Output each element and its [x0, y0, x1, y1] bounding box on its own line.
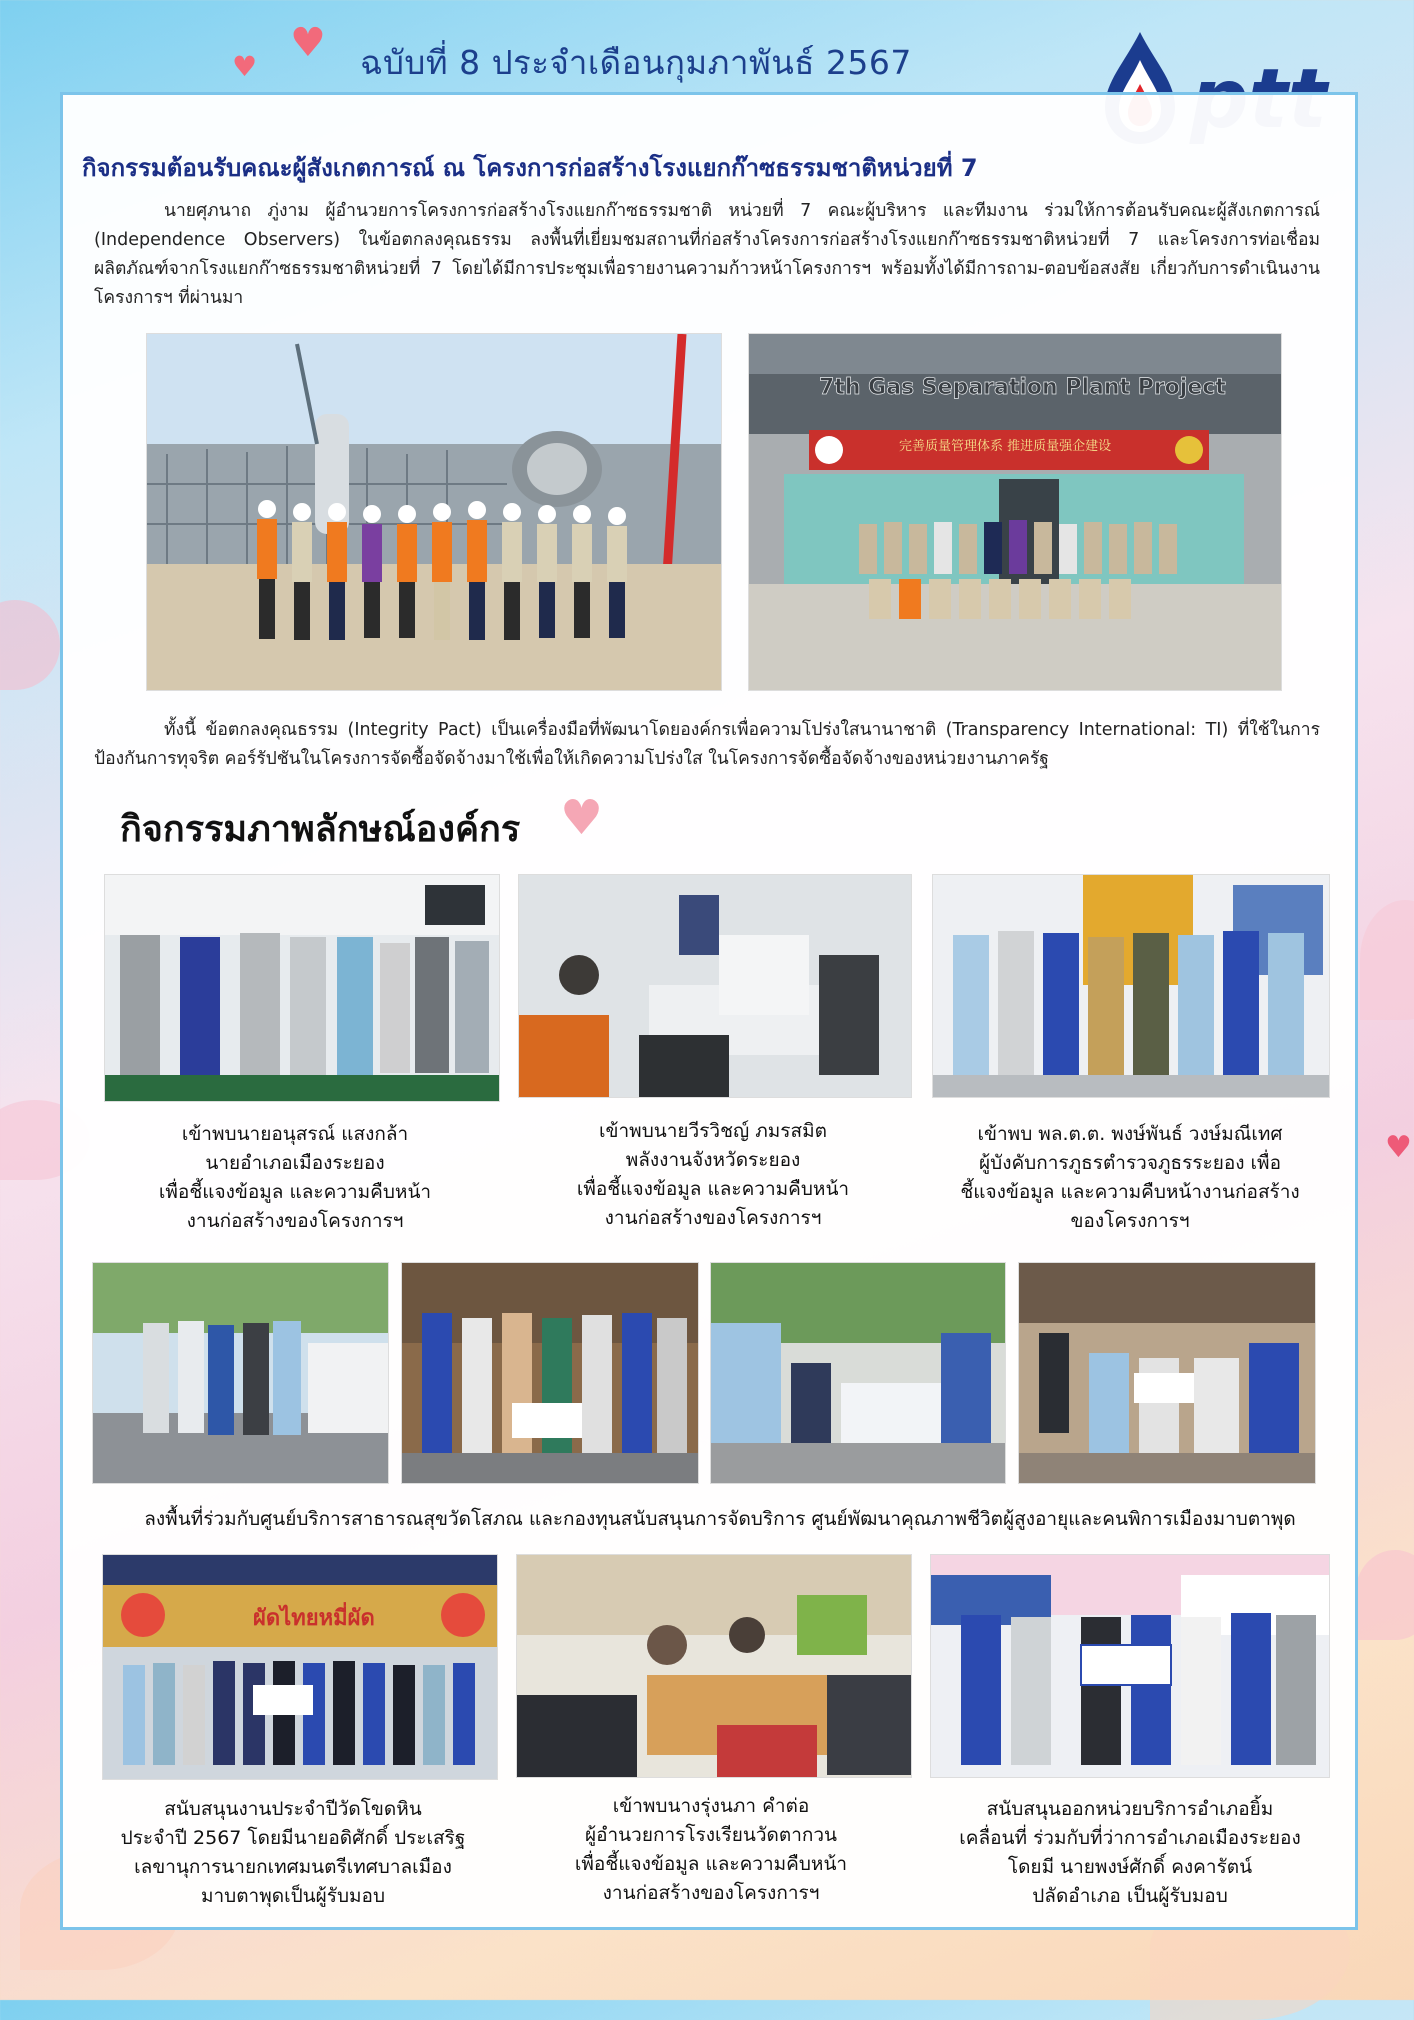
field-visit-photo-4	[1018, 1262, 1316, 1484]
meeting-photo-energy-office	[518, 874, 912, 1098]
caption-line: สนับสนุนออกหน่วยบริการอำเภอยิ้ม	[986, 1798, 1274, 1820]
decor-petal	[1355, 1550, 1414, 1640]
integrity-pact-text: ทั้งนี้ ข้อตกลงคุณธรรม (Integrity Pact) เป็นเครื่องมือที่พัฒนาโดยองค์กรเพื่อความโปร่งใสนานาชาติ (Transparency International: TI) ที่ใช้ในการป้องกันการทุจริต คอร์รัปชันในโครงการจัดซื้อจัดจ้างมาใช้เพื่อให้เกิดความโปร่งใส ในโครงการจัดซื้อจัดจ้างของหน่วยงานภาครัฐ	[94, 720, 1320, 769]
temple-fair-photo	[102, 1554, 498, 1780]
meeting-photo-police-chief	[932, 874, 1330, 1098]
section1-title: กิจกรรมต้อนรับคณะผู้สังเกตการณ์ ณ โครงการก่อสร้างโรงแยกก๊าซธรรมชาติหน่วยที่ 7	[82, 154, 978, 182]
caption-line: เพื่อชี้แจงข้อมูล และความคืบหน้า	[574, 1853, 848, 1875]
project-office-photo	[748, 333, 1282, 691]
caption-line: พลังงานจังหวัดระยอง	[625, 1149, 801, 1171]
construction-site-photo	[146, 333, 722, 691]
heart-icon: ♥	[1385, 1130, 1412, 1165]
meeting-photo-district-chief	[104, 874, 500, 1102]
caption-line: ผู้บังคับการภูธรตำรวจภูธรระยอง เพื่อ	[979, 1152, 1281, 1174]
banner-chinese-text: 完善质量管理体系 推进质量强企建设	[899, 439, 1112, 454]
heart-icon: ♥	[290, 20, 326, 66]
caption-line: งานก่อสร้างของโครงการฯ	[602, 1882, 820, 1904]
caption-police-chief	[935, 1120, 1325, 1236]
project-sign-text: 7th Gas Separation Plant Project	[819, 375, 1226, 400]
caption-line: เข้าพบนางรุ่งนภา คำต่อ	[612, 1795, 810, 1817]
caption-line: ผู้อำนวยการโรงเรียนวัดตากวน	[584, 1824, 838, 1846]
decor-petal	[1360, 900, 1414, 1020]
school-meeting-photo	[516, 1554, 912, 1778]
food-stall-banner-text: ผัดไทยหมี่ผัด	[253, 1606, 375, 1631]
field-visit-photo-1	[92, 1262, 389, 1484]
caption-field-visit: ลงพื้นที่ร่วมกับศูนย์บริการสาธารณสุขวัดโสภณ และกองทุนสนับสนุนการจัดบริการ ศูนย์พัฒนาคุณภาพชีวิตผู้สูงอายุและคนพิการเมืองมาบตาพุด	[144, 1508, 1296, 1530]
caption-line: ชี้แจงข้อมูล และความคืบหน้างานก่อสร้าง	[960, 1181, 1300, 1203]
caption-line: นายอำเภอเมืองระยอง	[205, 1152, 385, 1174]
caption-line: เข้าพบ พล.ต.ต. พงษ์พันธ์ วงษ์มณีเทศ	[977, 1123, 1283, 1145]
caption-line: มาบตาพุดเป็นผู้รับมอบ	[200, 1885, 386, 1907]
caption-line: เคลื่อนที่ ร่วมกับที่ว่าการอำเภอเมืองระยอง	[959, 1827, 1301, 1849]
caption-line: เข้าพบนายอนุสรณ์ แสงกล้า	[181, 1123, 409, 1145]
field-visit-photo-2	[401, 1262, 699, 1484]
caption-line: งานก่อสร้างของโครงการฯ	[186, 1210, 404, 1232]
caption-line: ประจำปี 2567 โดยมีนายอดิศักดิ์ ประเสริฐ	[120, 1827, 466, 1849]
section1-intro: นายศุภนาถ ภู่งาม ผู้อำนวยการโครงการก่อสร้างโรงแยกก๊าซธรรมชาติ หน่วยที่ 7 คณะผู้บริหาร และทีมงาน ร่วมให้การต้อนรับคณะผู้สังเกตการณ์ (Independence Observers) ในข้อตกลงคุณธรรม ลงพื้นที่เยี่ยมชมสถานที่ก่อสร้างโครงการก่อสร้างโรงแยกก๊าซธรรมชาติหน่วยที่ 7 และโครงการท่อเชื่อมผลิตภัณฑ์จากโรงแยกก๊าซธรรมชาติหน่วยที่ 7 โดยได้มีการประชุมเพื่อรายงานความก้าวหน้าโครงการฯ พร้อมทั้งได้มีการถาม-ตอบข้อสงสัย เกี่ยวกับการดำเนินงานโครงการฯ ที่ผ่านมา	[94, 201, 1320, 308]
heart-icon: ♥	[232, 50, 258, 83]
decor-petal	[0, 600, 60, 690]
field-visit-photo-3	[710, 1262, 1006, 1484]
caption-line: เข้าพบนายวีรวิชญ์ ภมรสมิต	[599, 1120, 827, 1142]
heart-icon: ♥	[560, 790, 604, 846]
caption-line: ของโครงการฯ	[1070, 1210, 1190, 1232]
caption-temple-fair	[98, 1795, 488, 1911]
caption-school-meeting	[516, 1792, 906, 1908]
caption-district-chief	[100, 1120, 490, 1236]
caption-mobile-service	[935, 1795, 1325, 1911]
caption-line: โดยมี นายพงษ์ศักดิ์ คงคารัตน์	[1007, 1856, 1253, 1878]
caption-line: เพื่อชี้แจงข้อมูล และความคืบหน้า	[158, 1181, 432, 1203]
section2-title: กิจกรรมภาพลักษณ์องค์กร	[120, 809, 521, 850]
caption-line: สนับสนุนงานประจำปีวัดโขดหิน	[164, 1798, 422, 1820]
caption-line: งานก่อสร้างของโครงการฯ	[604, 1207, 822, 1229]
caption-line: เพื่อชี้แจงข้อมูล และความคืบหน้า	[576, 1178, 850, 1200]
issue-header: ฉบับที่ 8 ประจำเดือนกุมภาพันธ์ 2567	[360, 43, 912, 82]
mobile-service-photo	[930, 1554, 1330, 1778]
caption-line: ปลัดอำเภอ เป็นผู้รับมอบ	[1032, 1885, 1228, 1907]
caption-energy-office	[518, 1117, 908, 1233]
caption-line: เลขานุการนายกเทศมนตรีเทศบาลเมือง	[134, 1856, 452, 1878]
